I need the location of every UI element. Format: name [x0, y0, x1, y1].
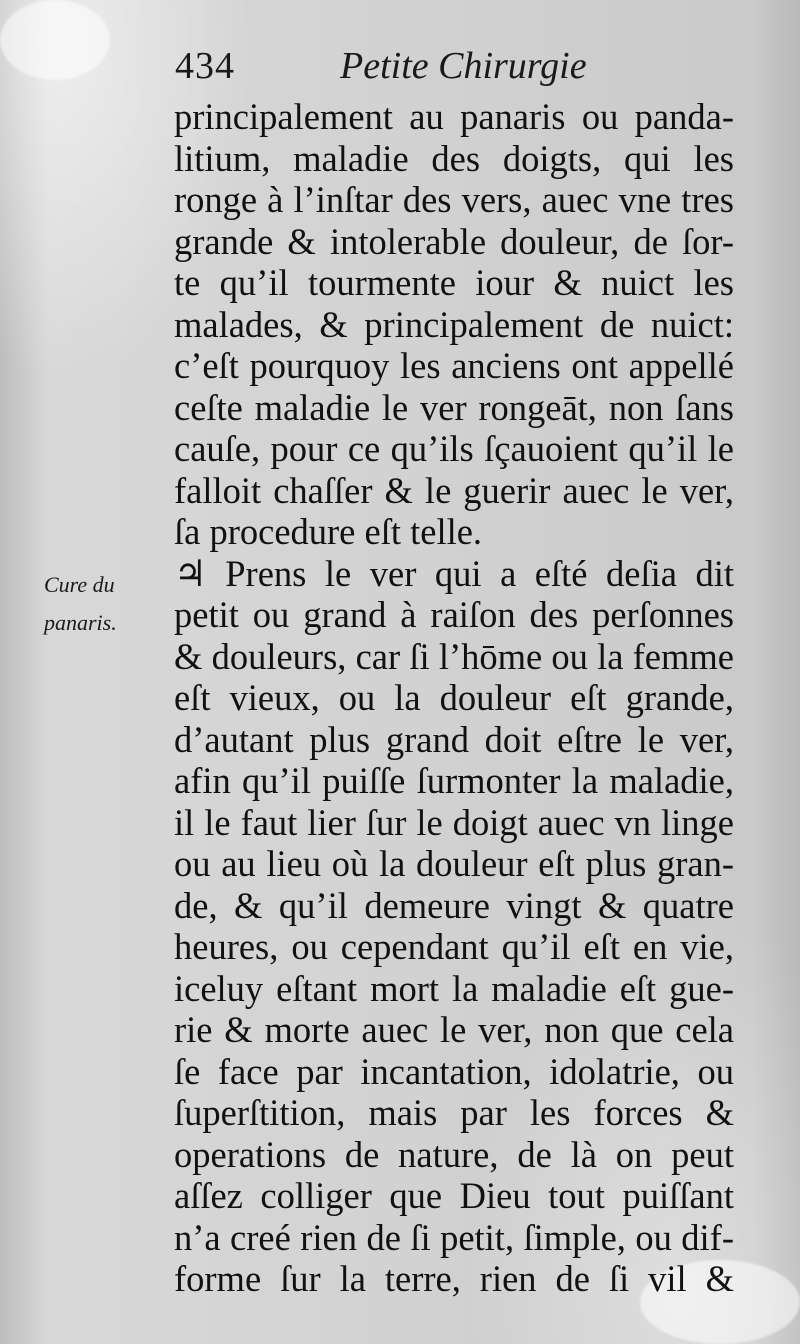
text-line: d’autant plus grand doit eſtre le ver,: [174, 718, 734, 760]
text-line: aſſez colliger que Dieu tout puiſſant: [174, 1175, 734, 1216]
page-number: 434: [175, 45, 235, 87]
margin-note: [44, 566, 164, 642]
text-line: eſt vieux, ou la douleur eſt grande,: [174, 677, 734, 718]
text-line: ſuperſtition, mais par les forces &: [174, 1092, 734, 1133]
text-line: cauſe, pour ce qu’ils ſçauoient qu’il le: [174, 428, 734, 469]
margin-note-line: Cure du: [44, 572, 115, 597]
text-line: petit ou grand à raiſon des perſonnes: [174, 594, 734, 635]
text-line: operations de nature, de là on peut: [174, 1133, 734, 1175]
text-line: ceſte maladie le ver rongeāt, non ſans: [174, 386, 734, 428]
text-line: n’a creé rien de ſi petit, ſimple, ou dif-: [174, 1216, 734, 1258]
text-line: ou au lieu où la douleur eſt plus gran-: [174, 843, 734, 884]
text-line: te qu’il tourmente iour & nuict les: [174, 262, 734, 303]
text-line: litium, maladie des doigts, qui les: [174, 137, 734, 179]
running-head: [0, 44, 800, 92]
text-line: ſa procedure eſt telle.: [174, 511, 483, 552]
text-line: iceluy eſtant mort la maladie eſt gue-: [174, 967, 734, 1009]
text-line: grande & intolerable douleur, de ſor-: [174, 220, 734, 262]
text-line: de, & qu’il demeure vingt & quatre: [174, 884, 734, 926]
text-line: principalement au panaris ou panda-: [174, 96, 734, 137]
body-text: [174, 96, 734, 1300]
text-line: ſe face par incantation, idolatrie, ou: [174, 1050, 734, 1092]
text-line: heures, ou cependant qu’il eſt en vie,: [174, 926, 734, 967]
running-title: Petite Chirurgie: [340, 45, 587, 87]
text-line: & douleurs, car ſi l’hōme ou la femme: [174, 635, 734, 677]
text-line: malades, & principalement de nuict:: [174, 303, 734, 345]
text-line: falloit chaſſer & le guerir auec le ver,: [174, 469, 734, 511]
text-line: rie & morte auec le ver, non que cela: [174, 1009, 734, 1050]
text-line: ronge à l’inſtar des vers, auec vne tres: [174, 179, 734, 220]
text-line: forme ſur la terre, rien de ſi vil &: [174, 1258, 734, 1299]
text-line: c’eſt pourquoy les anciens ont appellé: [174, 345, 734, 386]
text-line: afin qu’il puiſſe ſurmonter la maladie,: [174, 760, 734, 801]
text-line: il le faut lier ſur le doigt auec vn linge: [174, 801, 734, 843]
margin-note-line: panaris.: [44, 610, 117, 635]
text-line: ♃ Prens le ver qui a eſté deſia dit: [174, 552, 734, 594]
